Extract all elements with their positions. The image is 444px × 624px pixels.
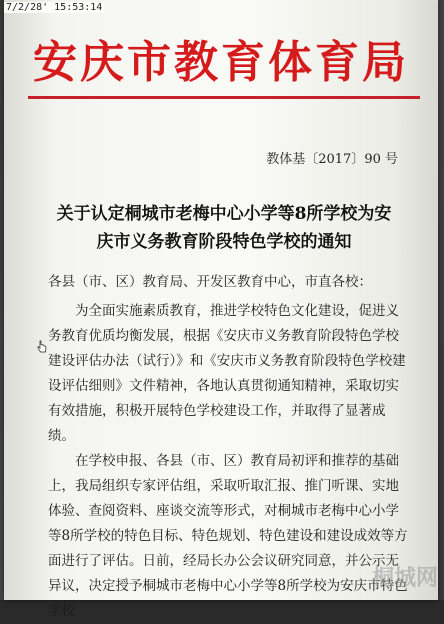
document-body [48,270,408,624]
capture-timestamp: 7/2/28' 15:53:14 [6,2,103,13]
document-number: 教体基〔2017〕90 号 [266,152,398,167]
document-title [34,200,414,256]
letterhead-title: 安庆市教育体育局 [33,37,409,88]
paper-sheet [4,0,438,619]
salutation: 各县（市、区）教育局、开发区教育中心，市直各校： [48,274,372,290]
hand-cursor-icon [37,340,47,354]
title-line-1: 关于认定桐城市老梅中心小学等8所学校为安 [56,204,392,224]
paragraph-1: 为全面实施素质教育，推进学校特色文化建设，促进义务教育优质均衡发展，根据《安庆市义务教育阶段特色学校建设评估办法（试行）》和《安庆市义务教育阶段特色学校建设评估细则》文件精神，各地认真贯彻通知精神，采取切实有效措施，积极开展特色学校建设工作，并取得了显著成绩。 [48,303,406,444]
paragraph-2: 在学校申报、各县（市、区）教育局初评和推荐的基础上，我局组织专家评估组，采取听取汇报、推门听课、实地体验、查阅资料、座谈交流等形式，对桐城市老梅中心小学等8所学校的特色目标、特色规划、特色建设和建设成效等方面进行了评估。日前，经局长办公会议研究同意，并公示无异议，决定授予桐城市老梅中心小学等8所学校为安庆市特色学校 [48,453,408,619]
title-line-2: 庆市义务教育阶段特色学校的通知 [96,232,352,252]
letterhead-divider [28,96,420,99]
site-watermark: 桐城网 [371,566,438,591]
